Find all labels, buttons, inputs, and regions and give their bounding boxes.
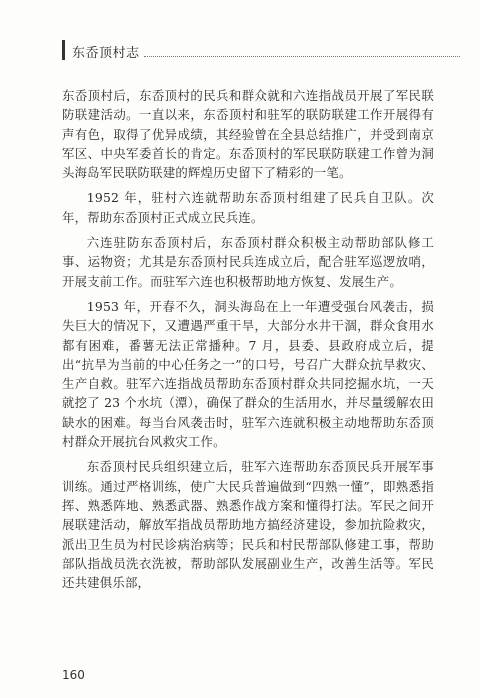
paragraph-2: 1952 年，驻村六连就帮助东岙顶村组建了民兵自卫队。次年，帮助东岙顶村正式成立民兵连。 <box>62 190 434 225</box>
header-dotted-rule <box>144 56 460 57</box>
paragraph-4: 1953 年，开春不久，洞头海岛在上一年遭受强台风袭击，损失巨大的情况下，又遭遇严重干旱，大部分水井干涸，群众食用水都有困难，番薯无法正常播种。7 月，县委、县政府成立后，提出“抗旱为当前的中心任务之一”的口号，号召广大群众抗旱救灾、生产自救。驻军六连指战员帮助东岙顶村群众共同挖掘水坑，一天就挖了 23 个水坑（潭），确保了群众的生活用水，并尽量缓解农田缺水的困难。每当台风袭击时，驻军六连就积极主动地帮助东岙顶村群众开展抗台风救灾工作。 <box>62 298 434 450</box>
page-number: 160 <box>62 668 85 682</box>
running-header <box>62 40 460 62</box>
paragraph-5: 东岙顶村民兵组织建立后，驻军六连帮助东岙顶民兵开展军事训练。通过严格训练，使广大民兵普遍做到“四熟一懂”，即熟悉指挥、熟悉阵地、熟悉武器、熟悉作战方案和懂得打法。军民之间开展联建活动，解放军指战员帮助地方搞经济建设，参加抗险救灾，派出卫生员为村民诊病治病等；民兵和村民帮部队修建工事，帮助部队指战员洗衣洗被，帮助部队发展副业生产，改善生活等。军民还共建俱乐部， <box>62 459 434 591</box>
body-text <box>62 86 434 592</box>
header-marker-bar <box>62 40 65 60</box>
paragraph-3: 六连驻防东岙顶村后，东岙顶村群众积极主动帮助部队修工事、运物资；尤其是东岙顶村民兵连成立后，配合驻军巡逻放哨，开展支前工作。而驻军六连也积极帮助地方恢复、发展生产。 <box>62 235 434 289</box>
book-title: 东岙顶村志 <box>72 46 140 61</box>
paragraph-1: 东岙顶村后，东岙顶村的民兵和群众就和六连指战员开展了军民联防联建活动。一直以来，东岙顶村和驻军的联防联建工作开展得有声有色，取得了优异成绩，其经验曾在全县总结推广，并受到南京军区、中央军委首长的肯定。东岙顶村的军民联防联建工作曾为洞头海岛军民联防联建的辉煌历史留下了精彩的一笔。 <box>62 88 434 181</box>
